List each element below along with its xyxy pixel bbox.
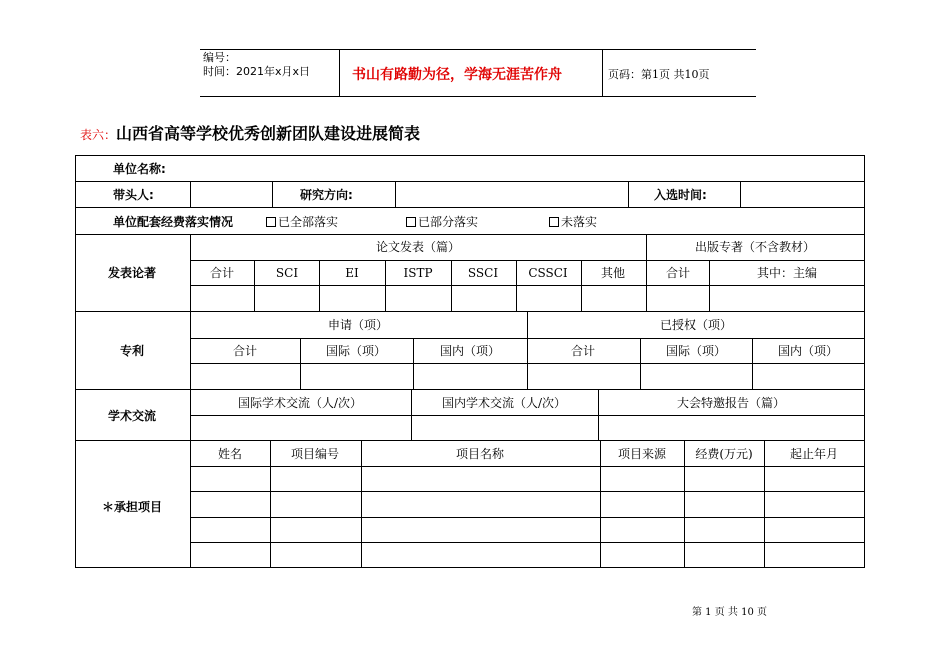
column-header: SCI xyxy=(275,266,299,280)
research-direction-label: 研究方向: xyxy=(300,188,353,202)
checkbox[interactable] xyxy=(406,217,416,227)
publications-label: 发表论著 xyxy=(107,266,157,280)
header-motto: 书山有路勤为径，学海无涯苦作舟 xyxy=(352,67,562,83)
column-header: 国内学术交流（人/次） xyxy=(441,396,567,410)
column-header: 项目名称 xyxy=(455,447,505,461)
exchange-label: 学术交流 xyxy=(107,409,157,423)
column-header: 起止年月 xyxy=(789,447,839,461)
doc-number-label: 编号： xyxy=(203,51,236,64)
research-direction-field[interactable] xyxy=(396,182,627,206)
column-header: 国内（项） xyxy=(439,344,501,358)
funding-option-none[interactable]: 未落实 xyxy=(549,215,597,229)
selected-time-field[interactable] xyxy=(741,182,864,206)
column-header: 国际学术交流（人/次） xyxy=(237,396,363,410)
funding-option-all[interactable]: 已全部落实 xyxy=(266,215,338,229)
column-header: 国内（项） xyxy=(777,344,839,358)
patents-label: 专利 xyxy=(119,344,145,358)
leader-label: 带头人: xyxy=(113,188,154,202)
header-top-rule xyxy=(200,49,756,50)
funding-option-partial[interactable]: 已部分落实 xyxy=(406,215,478,229)
table-number: 表六： xyxy=(80,128,117,142)
column-header: SSCI xyxy=(467,266,499,280)
column-header: 其他 xyxy=(600,266,626,280)
checkbox[interactable] xyxy=(549,217,559,227)
table-title: 山西省高等学校优秀创新团队建设进展简表 xyxy=(116,124,421,143)
page-indicator: 页码：第1页 共10页 xyxy=(608,68,710,81)
column-header: ISTP xyxy=(403,266,433,280)
unit-name-label: 单位名称: xyxy=(113,162,166,176)
unit-name-field[interactable] xyxy=(190,157,863,179)
page-title xyxy=(80,121,420,144)
column-header: 姓名 xyxy=(217,447,243,461)
column-header: EI xyxy=(345,266,359,280)
funding-label: 单位配套经费落实情况 xyxy=(113,215,234,229)
checkbox[interactable] xyxy=(266,217,276,227)
column-header: 项目编号 xyxy=(290,447,340,461)
column-header: 项目来源 xyxy=(617,447,667,461)
projects-label: ＊承担项目 xyxy=(101,500,163,514)
books-header: 出版专著（不含教材） xyxy=(694,240,816,254)
page-footer: 第 1 页 共 10 页 xyxy=(692,607,767,618)
column-header: 其中：主编 xyxy=(756,266,818,280)
column-header: 大会特邀报告（篇） xyxy=(676,396,786,410)
selected-time-label: 入选时间: xyxy=(654,188,707,202)
column-header: CSSCI xyxy=(528,266,568,280)
header-divider xyxy=(602,49,603,97)
column-header: 经费(万元) xyxy=(695,447,753,461)
header-divider xyxy=(339,49,340,97)
column-header: 合计 xyxy=(665,266,691,280)
column-header: 合计 xyxy=(232,344,258,358)
column-header: 国际（项） xyxy=(665,344,727,358)
column-header: 合计 xyxy=(209,266,235,280)
header-bottom-rule xyxy=(200,96,756,97)
leader-field[interactable] xyxy=(191,182,271,206)
patents-applied-header: 申请（项） xyxy=(327,318,389,332)
patents-granted-header: 已授权（项） xyxy=(659,318,733,332)
column-header: 国际（项） xyxy=(325,344,387,358)
column-header: 合计 xyxy=(570,344,596,358)
papers-header: 论文发表（篇） xyxy=(375,240,461,254)
doc-time-label: 时间：2021年x月x日 xyxy=(203,65,311,78)
